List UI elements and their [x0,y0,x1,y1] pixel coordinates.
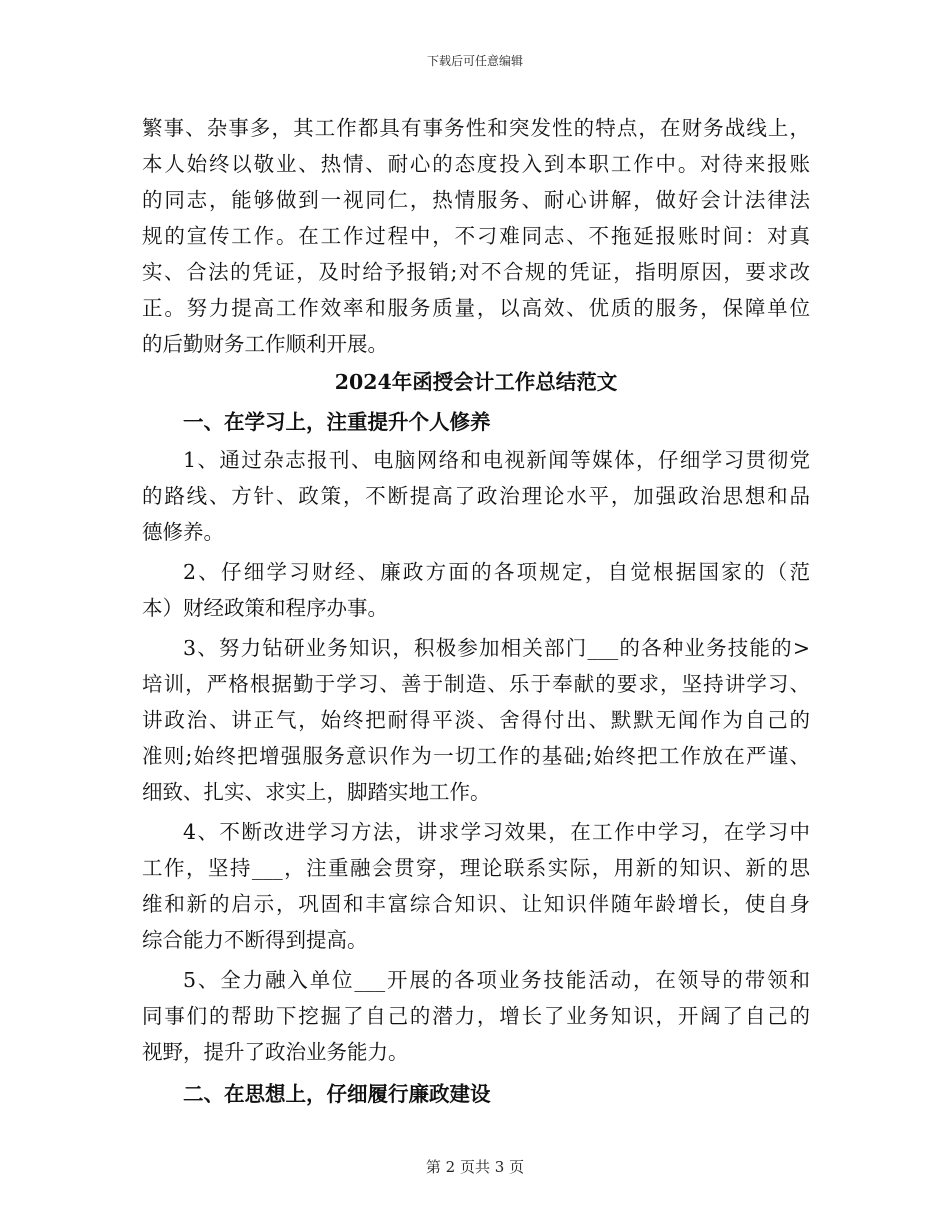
text-line: 繁事、杂事多，其工作都具有事务性和突发性的特点，在财务战线上， [142,116,810,140]
paragraph-1 [142,442,810,550]
text-line: 本人始终以敬业、热情、耐心的态度投入到本职工作中。对待来报账 [142,152,810,176]
text-line: 正。努力提高工作效率和服务质量，以高效、优质的服务，保障单位 [142,296,810,320]
text-line: 细致、扎实、求实上，脚踏实地工作。 [142,780,491,804]
paragraph-5 [142,962,810,1070]
text-line: 讲政治、讲正气，始终把耐得平淡、舍得付出、默默无闻作为自己的 [142,708,810,732]
text-line: 综合能力不断得到提高。 [142,928,368,952]
text-line: 3、努力钻研业务知识，积极参加相关部门___的各种业务技能的> [183,636,810,660]
page-footer: 第 2 页共 3 页 [425,1158,525,1176]
text-line: 本）财经政策和程序办事。 [142,596,388,620]
text-line: 规的宣传工作。在工作过程中，不刁难同志、不拖延报账时间：对真 [142,224,810,248]
text-line: 4、不断改进学习方法，讲求学习效果，在工作中学习，在学习中 [183,820,810,844]
text-line: 工作，坚持___，注重融会贯穿，理论联系实际，用新的知识、新的思 [142,856,810,880]
paragraph-2 [142,554,810,626]
text-line: 实、合法的凭证，及时给予报销;对不合规的凭证，指明原因，要求改 [142,260,810,284]
page-header: 下载后可任意编辑 [426,54,523,68]
text-line: 5、全力融入单位___开展的各项业务技能活动，在领导的带领和 [183,968,810,992]
text-line: 准则;始终把增强服务意识作为一切工作的基础;始终把工作放在严谨、 [142,744,810,768]
text-line: 培训，严格根据勤于学习、善于制造、乐于奉献的要求，坚持讲学习、 [142,672,810,696]
section-heading: 二、在思想上，仔细履行廉政建设 [183,1082,491,1106]
text-line: 2、仔细学习财经、廉政方面的各项规定，自觉根据国家的（范 [183,560,810,584]
text-line: 的同志，能够做到一视同仁，热情服务、耐心讲解，做好会计法律法 [142,188,810,212]
document-title: 2024年函授会计工作总结范文 [334,370,618,394]
text-line: 视野，提升了政治业务能力。 [142,1040,409,1064]
text-line: 1、通过杂志报刊、电脑网络和电视新闻等媒体，仔细学习贯彻党 [183,448,810,472]
text-line: 的路线、方针、政策，不断提高了政治理论水平，加强政治思想和品 [142,484,810,508]
text-line: 维和新的启示，巩固和丰富综合知识、让知识伴随年龄增长，使自身 [142,892,810,916]
text-line: 德修养。 [142,520,224,544]
intro-paragraph [142,110,810,362]
paragraph-4 [142,814,810,958]
text-line: 同事们的帮助下挖掘了自己的潜力，增长了业务知识，开阔了自己的 [142,1004,810,1028]
paragraph-3 [142,630,810,810]
text-line: 的后勤财务工作顺利开展。 [142,332,388,356]
section-heading: 一、在学习上，注重提升个人修养 [183,410,491,434]
document-body [142,110,810,1114]
